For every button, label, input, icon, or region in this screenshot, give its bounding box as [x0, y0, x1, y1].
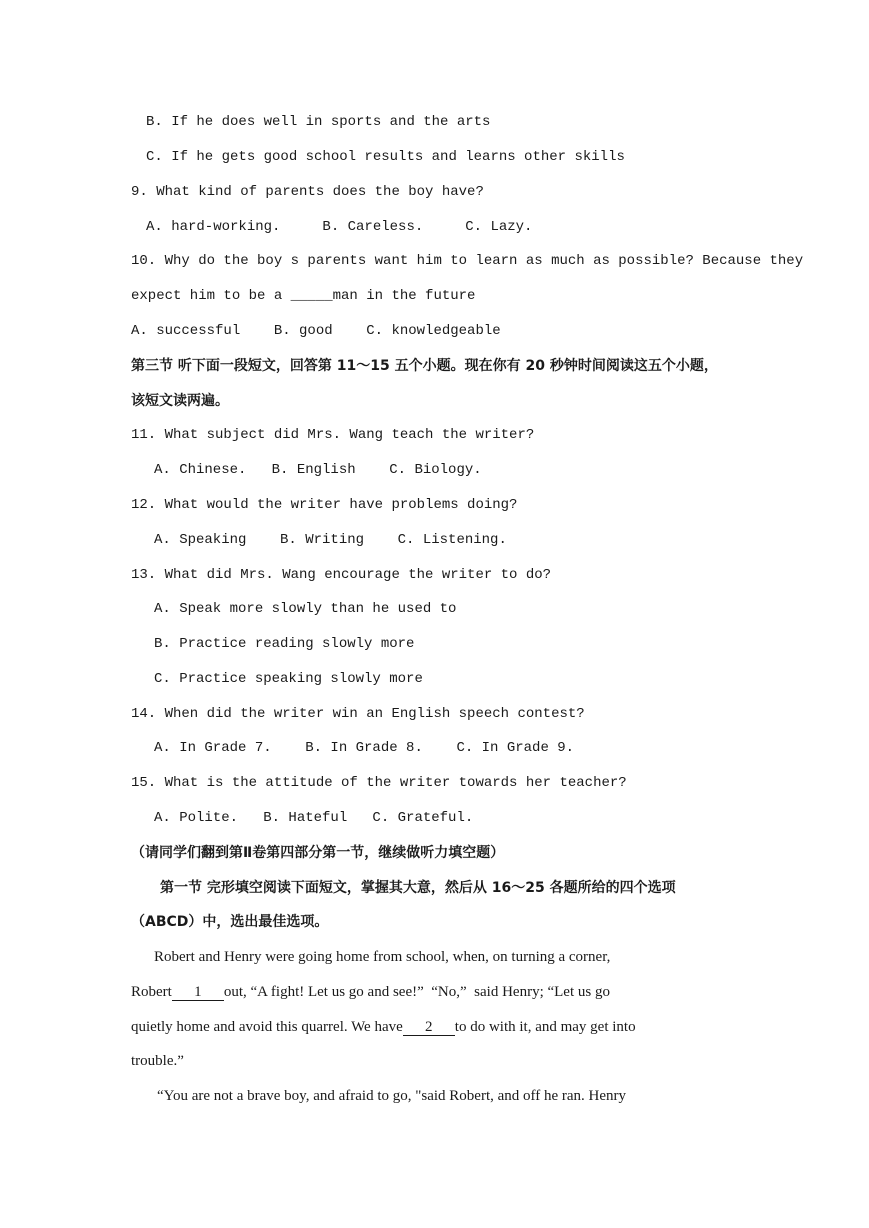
- q10-question-line1: 10. Why do the boy s parents want him to learn as much as possible? Because they: [131, 253, 804, 269]
- cloze-p1-line3: [131, 1017, 636, 1037]
- cloze-text-segment: quietly home and avoid this quarrel. We have: [131, 1019, 403, 1035]
- q9-options: A. hard-working. B. Careless. C. Lazy.: [146, 219, 533, 235]
- q14-question: 14. When did the writer win an English speech contest?: [131, 706, 585, 722]
- q11-options: A. Chinese. B. English C. Biology.: [154, 462, 482, 478]
- cloze-p1-line1: Robert and Henry were going home from school, when, on turning a corner,: [154, 949, 611, 965]
- cloze-text-segment: to do with it, and may get into: [454, 1019, 636, 1035]
- cloze-heading-line2: （ABCD）中，选出最佳选项。: [131, 914, 329, 930]
- q9-question: 9. What kind of parents does the boy have?: [131, 184, 484, 200]
- blank-2: 2: [403, 1019, 455, 1036]
- q15-question: 15. What is the attitude of the writer towards her teacher?: [131, 775, 627, 791]
- q10-options: A. successful B. good C. knowledgeable: [131, 323, 501, 339]
- q13-option-a: A. Speak more slowly than he used to: [154, 601, 457, 617]
- blank-1: 1: [172, 984, 224, 1001]
- cloze-text-segment: Robert: [131, 984, 172, 1000]
- q8-option-b: B. If he does well in sports and the arts: [146, 114, 491, 130]
- q12-question: 12. What would the writer have problems doing?: [131, 497, 518, 513]
- cloze-p1-line2: [131, 982, 610, 1002]
- q14-options: A. In Grade 7. B. In Grade 8. C. In Grade 9.: [154, 740, 575, 756]
- q11-question: 11. What subject did Mrs. Wang teach the writer?: [131, 427, 535, 443]
- cloze-p2-line1: “You are not a brave boy, and afraid to go, "said Robert, and off he ran. Henry: [157, 1088, 627, 1104]
- instruction-note: （请同学们翻到第Ⅱ卷第四部分第一节，继续做听力填空题）: [131, 845, 505, 861]
- q8-option-c: C. If he gets good school results and learns other skills: [146, 149, 625, 165]
- section3-heading-line2: 该短文读两遍。: [131, 393, 229, 409]
- q13-option-c: C. Practice speaking slowly more: [154, 671, 423, 687]
- q13-question: 13. What did Mrs. Wang encourage the writer to do?: [131, 567, 552, 583]
- cloze-heading-line1: 第一节 完形填空阅读下面短文，掌握其大意，然后从 16～25 各题所给的四个选项: [160, 880, 676, 896]
- cloze-p1-line4: trouble.”: [131, 1053, 184, 1069]
- cloze-text-segment: out, “A fight! Let us go and see!” “No,” said Henry; “Let us go: [223, 984, 610, 1000]
- section3-heading-line1: 第三节 听下面一段短文，回答第 11～15 五个小题。现在你有 20 秒钟时间阅读这五个小题，: [131, 358, 718, 374]
- q13-option-b: B. Practice reading slowly more: [154, 636, 415, 652]
- q10-question-line2: expect him to be a _____man in the future: [131, 288, 476, 304]
- q15-options: A. Polite. B. Hateful C. Grateful.: [154, 810, 474, 826]
- q12-options: A. Speaking B. Writing C. Listening.: [154, 532, 507, 548]
